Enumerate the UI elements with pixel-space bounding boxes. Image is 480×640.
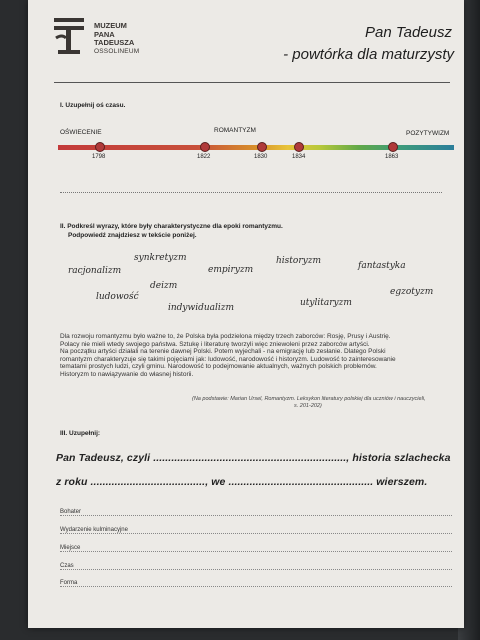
timeline-year: 1798 bbox=[92, 154, 106, 160]
field-label: Forma bbox=[60, 580, 78, 586]
field-label: Miejsce bbox=[60, 545, 81, 551]
page-subtitle: - powtórka dla maturzysty bbox=[283, 46, 454, 63]
era-label-positivism: POZYTYWIZM bbox=[406, 130, 450, 137]
field-time[interactable] bbox=[60, 560, 452, 570]
citation-line: s. 201-202) bbox=[294, 402, 322, 409]
word-option[interactable]: utylitaryzm bbox=[300, 298, 352, 308]
section-2-hint: Podpowiedź znajdziesz w tekście poniżej. bbox=[68, 232, 197, 239]
citation-line: (Na podstawie: Marian Ursel, Romantyzm. Leksykon literatury polskiej dla uczniów i nauczycieli, bbox=[192, 396, 426, 402]
era-label-enlightenment: OŚWIECENIE bbox=[60, 129, 102, 136]
field-form[interactable] bbox=[60, 577, 452, 587]
field-label: Wydarzenie kulminacyjne bbox=[60, 527, 128, 533]
timeline-dot bbox=[95, 142, 105, 152]
field-line[interactable] bbox=[60, 515, 452, 516]
field-hero[interactable] bbox=[60, 506, 452, 516]
text-line: tematami prostych ludzi, czyli gminu. Narodowość to podejmowanie aktualnych, ważnych polskich problemów. bbox=[60, 363, 377, 371]
timeline-dot bbox=[257, 142, 267, 152]
source-citation bbox=[192, 396, 458, 409]
field-climax[interactable] bbox=[60, 524, 452, 534]
field-label: Bohater bbox=[60, 509, 82, 515]
timeline-year: 1822 bbox=[197, 154, 211, 160]
timeline-dot bbox=[200, 142, 210, 152]
word-option[interactable]: indywidualizm bbox=[168, 303, 235, 313]
era-label-romanticism: ROMANTYZM bbox=[214, 127, 256, 134]
text-line: Polacy nie mieli wtedy swojego państwa. Sztukę i literaturę tworzyli więc zniewoleni przez zaborców artyści. bbox=[60, 340, 370, 348]
text-line: Historyzm to nawiązywanie do własnej historii. bbox=[60, 370, 194, 378]
logo-subtitle: OSSOLINEUM bbox=[94, 47, 140, 55]
text-line: Dla rozwoju romantyzmu było ważne to, że Polska była podzielona między trzech zaborców: Rosję, Prusy i Austrię. bbox=[60, 333, 391, 340]
field-line[interactable] bbox=[60, 569, 452, 570]
text-line: romantyzm charakteryzuje się takimi pojęciami jak: ludowość, narodowość i historyzm. Ludowość to zainteresowanie bbox=[60, 355, 396, 363]
field-line[interactable] bbox=[60, 586, 452, 587]
section-3-heading: III. Uzupełnij: bbox=[60, 430, 101, 437]
field-line[interactable] bbox=[60, 551, 452, 552]
word-option[interactable]: egzotyzm bbox=[390, 287, 434, 297]
section-2-text bbox=[60, 333, 456, 379]
word-option[interactable]: synkretyzm bbox=[134, 253, 187, 263]
logo-line: MUZEUM bbox=[94, 21, 127, 30]
logo-line: TADEUSZA bbox=[94, 38, 135, 47]
logo-line: PANA bbox=[94, 29, 115, 39]
field-place[interactable] bbox=[60, 542, 452, 552]
word-option[interactable]: deizm bbox=[150, 281, 178, 291]
section-1-heading: I. Uzupełnij oś czasu. bbox=[60, 102, 126, 109]
word-option[interactable]: fantastyka bbox=[358, 261, 406, 271]
text-line: Na początku artyści działali na terenie dawnej Polski. Potem wyjechali - na emigrację lub zesłanie. Dlatego Polski bbox=[60, 348, 386, 356]
timeline-year: 1863 bbox=[385, 154, 399, 160]
word-option[interactable]: empiryzm bbox=[208, 265, 254, 275]
timeline-dot bbox=[294, 142, 304, 152]
word-option[interactable]: racjonalizm bbox=[68, 266, 122, 276]
fill-sentence-2[interactable]: z roku ......................................, we ................................................ wierszem. bbox=[56, 476, 428, 488]
museum-logo-text bbox=[94, 22, 139, 56]
answer-line[interactable] bbox=[60, 192, 442, 193]
timeline-year: 1830 bbox=[254, 154, 268, 160]
timeline-dot bbox=[388, 142, 398, 152]
word-option[interactable]: historyzm bbox=[276, 256, 321, 266]
timeline-year: 1834 bbox=[292, 154, 306, 160]
worksheet-page bbox=[28, 0, 464, 628]
museum-logo-icon bbox=[52, 16, 86, 56]
field-label: Czas bbox=[60, 563, 74, 569]
page-title: Pan Tadeusz bbox=[364, 24, 452, 41]
field-line[interactable] bbox=[60, 533, 452, 534]
word-option[interactable]: ludowość bbox=[96, 292, 139, 302]
header-divider bbox=[54, 82, 450, 83]
section-2-heading: II. Podkreśl wyrazy, które były charakterystyczne dla epoki romantyzmu. bbox=[60, 223, 283, 230]
fill-sentence-1[interactable]: Pan Tadeusz, czyli ................................................................, historia szlachecka bbox=[56, 452, 451, 464]
